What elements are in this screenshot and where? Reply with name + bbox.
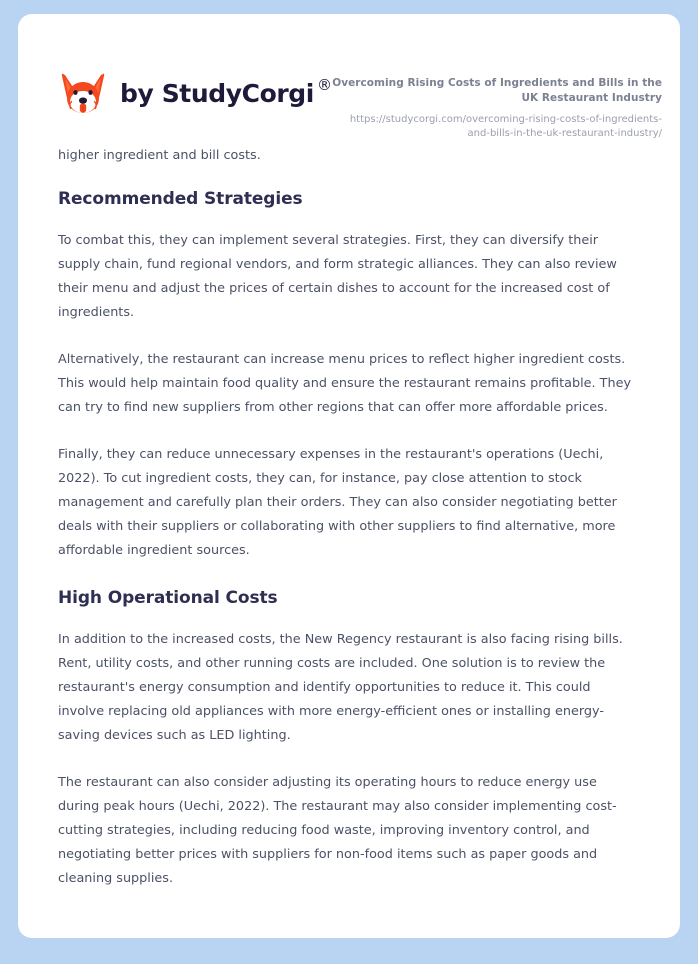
section-heading-recommended-strategies: Recommended Strategies: [58, 189, 303, 209]
paragraph-3: Finally, they can reduce unnecessary expenses in the restaurant's operations (Uechi, 2022). To cut ingredient costs, they can, for instance, pay close attention to stock management and carefully plan their orders. They can also consider negotiating better deals with their suppliers or collaborating with other suppliers to find alternative, more affordable ingredient sources.: [58, 447, 617, 559]
brand-wordmark-wrap: [120, 75, 332, 108]
paragraph-2: Alternatively, the restaurant can increase menu prices to reflect higher ingredient costs. This would help maintain food quality and ensure the restaurant remains profitable. They can try to find new suppliers from other regions that can offer more affordable prices.: [58, 352, 632, 416]
paragraph-1: To combat this, they can implement several strategies. First, they can diversify their supply chain, fund regional vendors, and form strategic alliances. They can also review their menu and adjust the prices of certain dishes to account for the increased cost of ingredients.: [58, 233, 617, 321]
article-url: https://studycorgi.com/overcoming-rising-costs-of-ingredients-and-bills-in-the-uk-restaurant-industry/: [349, 113, 662, 140]
paragraph-4: In addition to the increased costs, the New Regency restaurant is also facing rising bills. Rent, utility costs, and other running costs are included. One solution is to review the restaurant's energy consumption and identify opportunities to reduce it. This could involve replacing old appliances with more energy-efficient ones or installing energy-saving devices such as LED lighting.: [58, 632, 623, 744]
registered-trademark-icon: ®: [316, 75, 332, 94]
studycorgi-branding: [58, 68, 332, 118]
header-article-meta: [332, 60, 662, 142]
paragraph-5: The restaurant can also consider adjusting its operating hours to reduce energy use during peak hours (Uechi, 2022). The restaurant may also consider implementing cost-cutting strategies, including reducing food waste, improving inventory control, and negotiating better prices with suppliers for non-food items such as paper goods and cleaning supplies.: [58, 775, 617, 887]
document-body: [18, 144, 680, 891]
article-title: Overcoming Rising Costs of Ingredients and Bills in the UK Restaurant Industry: [332, 77, 662, 104]
continued-paragraph: higher ingredient and bill costs.: [58, 148, 261, 163]
brand-wordmark: by StudyCorgi: [120, 78, 314, 108]
corgi-logo-icon: [58, 68, 108, 118]
section-heading-high-operational-costs: High Operational Costs: [58, 588, 278, 609]
document-page-card: [18, 14, 680, 938]
document-header: [18, 14, 680, 144]
